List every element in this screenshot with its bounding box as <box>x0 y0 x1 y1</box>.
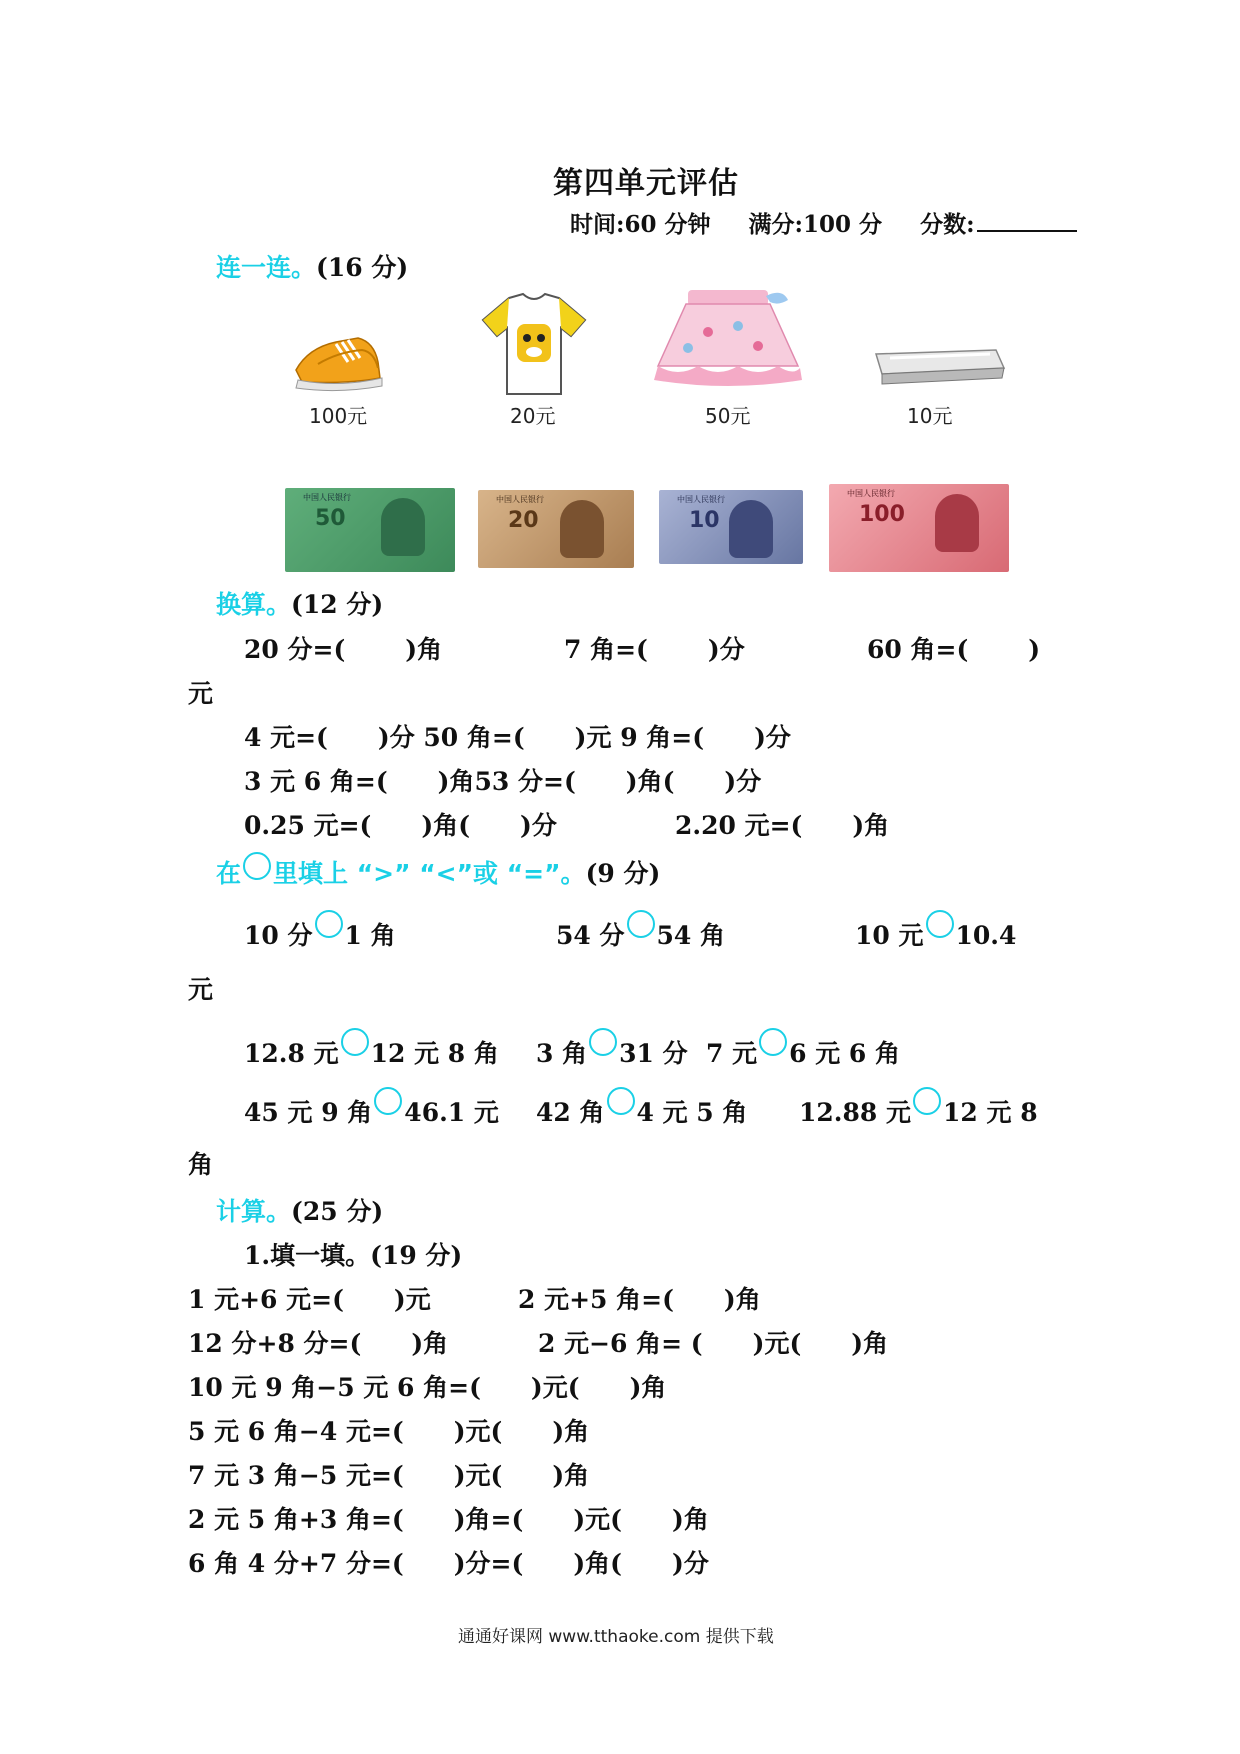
calc-line: 2 元−6 角= ( )元( )角 <box>538 1329 889 1358</box>
footer-text: 通通好课网 www.tthaoke.com 提供下载 <box>458 1627 774 1647</box>
compare-item: 10 分 1 角 <box>244 910 396 952</box>
calc-line: 6 角 4 分+7 分=( )分=( )角( )分 <box>188 1549 709 1578</box>
banknote-20[interactable]: 中国人民银行 20 <box>478 490 634 568</box>
wrapped-text: 角 <box>188 1150 214 1179</box>
subsection-title: 1.填一填。(19 分) <box>244 1241 463 1270</box>
price-label: 100元 <box>309 404 368 428</box>
compare-item: 10 元 10.4 <box>855 910 1016 952</box>
conversion-line: 0.25 元=( )角( )分 <box>244 811 557 840</box>
calc-line: 10 元 9 角−5 元 6 角=( )元( )角 <box>188 1373 667 1402</box>
score-label: 分数: <box>920 211 975 238</box>
banknote-10[interactable]: 中国人民银行 10 <box>659 490 803 564</box>
full-score: 满分:100 分 <box>748 211 883 238</box>
section-4-title: 计算。 <box>216 1197 292 1226</box>
banknote-50[interactable]: 中国人民银行 50 <box>285 488 455 572</box>
conversion-line: 3 元 6 角=( )角53 分=( )角( )分 <box>244 767 762 796</box>
section-1-heading <box>216 248 408 284</box>
circle-icon <box>243 852 271 880</box>
conversion-line: 2.20 元=( )角 <box>675 811 890 840</box>
price-label: 20元 <box>510 404 556 428</box>
compare-circle[interactable] <box>374 1087 402 1115</box>
section-2-title: 换算。 <box>216 590 292 619</box>
price-label: 10元 <box>907 404 953 428</box>
compare-circle[interactable] <box>913 1087 941 1115</box>
compare-item: 42 角 4 元 5 角 <box>536 1087 747 1129</box>
section-2-points: (12 分) <box>291 590 384 619</box>
compare-circle[interactable] <box>589 1028 617 1056</box>
section-3-heading: 在 里填上 “>” “<”或 “=”。(9 分) <box>216 852 660 890</box>
section-2-heading <box>216 585 383 621</box>
compare-circle[interactable] <box>759 1028 787 1056</box>
calc-line: 2 元+5 角=( )角 <box>518 1285 761 1314</box>
compare-item: 3 角 31 分 <box>536 1028 688 1070</box>
compare-circle[interactable] <box>341 1028 369 1056</box>
calc-line: 7 元 3 角−5 元=( )元( )角 <box>188 1461 590 1490</box>
compare-circle[interactable] <box>315 910 343 938</box>
section-1-title: 连一连。 <box>216 253 317 282</box>
exam-meta <box>570 206 1077 239</box>
wrapped-text: 元 <box>188 975 214 1004</box>
compare-item: 45 元 9 角 46.1 元 <box>244 1087 499 1129</box>
calc-line: 1 元+6 元=( )元 <box>188 1285 431 1314</box>
conversion-line: 4 元=( )分 50 角=( )元 9 角=( )分 <box>244 723 791 752</box>
page-title: 第四单元评估 <box>553 166 739 201</box>
section-4-points: (25 分) <box>291 1197 384 1226</box>
time-limit: 时间:60 分钟 <box>570 211 711 238</box>
harmonica-icon[interactable] <box>870 344 1010 388</box>
compare-circle[interactable] <box>607 1087 635 1115</box>
conversion-line: 60 角=( ) <box>867 635 1041 664</box>
conversion-line: 20 分=( )角 <box>244 635 443 664</box>
conversion-line: 7 角=( )分 <box>564 635 745 664</box>
wrapped-text: 元 <box>188 679 214 708</box>
section-3-points: (9 分) <box>585 859 661 888</box>
score-blank[interactable] <box>977 208 1077 232</box>
shoes-icon[interactable] <box>288 308 388 398</box>
compare-circle[interactable] <box>926 910 954 938</box>
tshirt-icon[interactable] <box>479 290 589 400</box>
calc-line: 2 元 5 角+3 角=( )角=( )元( )角 <box>188 1505 709 1534</box>
price-label: 50元 <box>705 404 751 428</box>
calc-line: 12 分+8 分=( )角 <box>188 1329 449 1358</box>
compare-item: 12.8 元 12 元 8 角 <box>244 1028 499 1070</box>
section-4-heading <box>216 1192 383 1228</box>
compare-circle[interactable] <box>627 910 655 938</box>
compare-item: 12.88 元 12 元 8 <box>799 1087 1038 1129</box>
banknote-100[interactable]: 中国人民银行 100 <box>829 484 1009 572</box>
compare-item: 54 分 54 角 <box>556 910 725 952</box>
skirt-icon[interactable] <box>648 282 808 392</box>
compare-item: 7 元 6 元 6 角 <box>706 1028 900 1070</box>
section-1-points: (16 分) <box>316 253 409 282</box>
calc-line: 5 元 6 角−4 元=( )元( )角 <box>188 1417 590 1446</box>
